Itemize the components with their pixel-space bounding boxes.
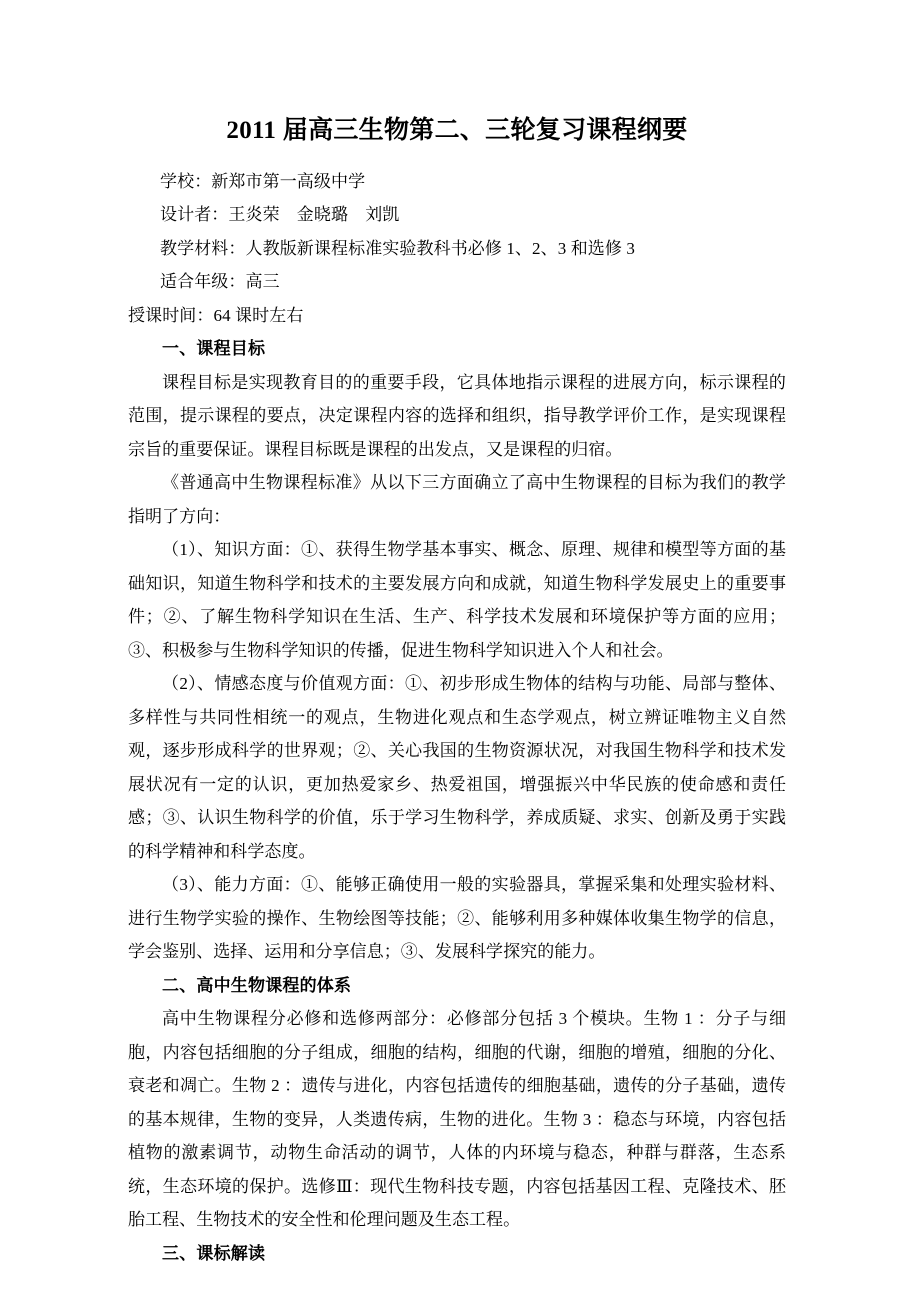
section-heading-1: 一、课程目标 bbox=[162, 339, 266, 359]
meta-materials: 教学材料：人教版新课程标准实验教科书必修 1、2、3 和选修 3 bbox=[160, 238, 635, 258]
meta-grade: 适合年级：高三 bbox=[160, 272, 280, 292]
section-course-system bbox=[128, 969, 786, 1237]
paragraph: （2）、情感态度与价值观方面：①、初步形成生物体的结构与功能、局部与整体、多样性与共同性相统一的观点，生物进化观点和生态学观点，树立辨证唯物主义自然观，逐步形成科学的世界观；②、关心我国的生物资源状况，对我国生物科学和技术发展状况有一定的认识，更加热爱家乡、热爱祖国，增强振兴中华民族的使命感和责任感；③、认识生物科学的价值，乐于学习生物科学，养成质疑、求实、创新及勇于实践的科学精神和科学态度。 bbox=[128, 674, 786, 861]
page-title: 2011 届高三生物第二、三轮复习课程纲要 bbox=[226, 117, 688, 144]
document-content bbox=[128, 0, 786, 1270]
document-metadata bbox=[128, 165, 786, 333]
paragraph: （3）、能力方面：①、能够正确使用一般的实验器具，掌握采集和处理实验材料、进行生物学实验的操作、生物绘图等技能；②、能够利用多种媒体收集生物学的信息，学会鉴别、选择、运用和分享信息；③、发展科学探究的能力。 bbox=[128, 875, 786, 962]
meta-school: 学校：新郑市第一高级中学 bbox=[160, 171, 366, 191]
section-heading-2: 二、高中生物课程的体系 bbox=[162, 975, 352, 995]
meta-designers: 设计者：王炎荣 金晓璐 刘凯 bbox=[160, 205, 400, 225]
paragraph: （1）、知识方面：①、获得生物学基本事实、概念、原理、规律和模型等方面的基础知识，知道生物科学和技术的主要发展方向和成就，知道生物科学发展史上的重要事件；②、了解生物科学知识在生活、生产、科学技术发展和环境保护等方面的应用；③、积极参与生物科学知识的传播，促进生物科学知识进入个人和社会。 bbox=[128, 540, 786, 660]
meta-class-hours: 授课时间：64 课时左右 bbox=[128, 305, 304, 325]
paragraph: 课程目标是实现教育目的的重要手段，它具体地指示课程的进展方向，标示课程的范围，提示课程的要点，决定课程内容的选择和组织，指导教学评价工作，是实现课程宗旨的重要保证。课程目标既是课程的出发点，又是课程的归宿。 bbox=[128, 372, 786, 459]
section-heading-3: 三、课标解读 bbox=[162, 1243, 266, 1263]
paragraph: 高中生物课程分必修和选修两部分：必修部分包括 3 个模块。生物 1 ：分子与细胞，内容包括细胞的分子组成，细胞的结构，细胞的代谢，细胞的增殖，细胞的分化、衰老和凋亡。生物 2 ：遗传与进化，内容包括遗传的细胞基础，遗传的分子基础，遗传的基本规律，生物的变异，人类遗传病，生物的进化。生物 3 ：稳态与环境，内容包括植物的激素调节，动物生命活动的调节，人体的内环境与稳态，种群与群落，生态系统，生态环境的保护。选修Ⅲ：现代生物科技专题，内容包括基因工程、克隆技术、胚胎工程、生物技术的安全性和伦理问题及生态工程。 bbox=[128, 1009, 786, 1230]
section-standard-interpretation bbox=[128, 1237, 786, 1271]
paragraph: 《普通高中生物课程标准》从以下三方面确立了高中生物课程的目标为我们的教学指明了方向： bbox=[128, 473, 786, 526]
section-course-objectives bbox=[128, 332, 786, 969]
